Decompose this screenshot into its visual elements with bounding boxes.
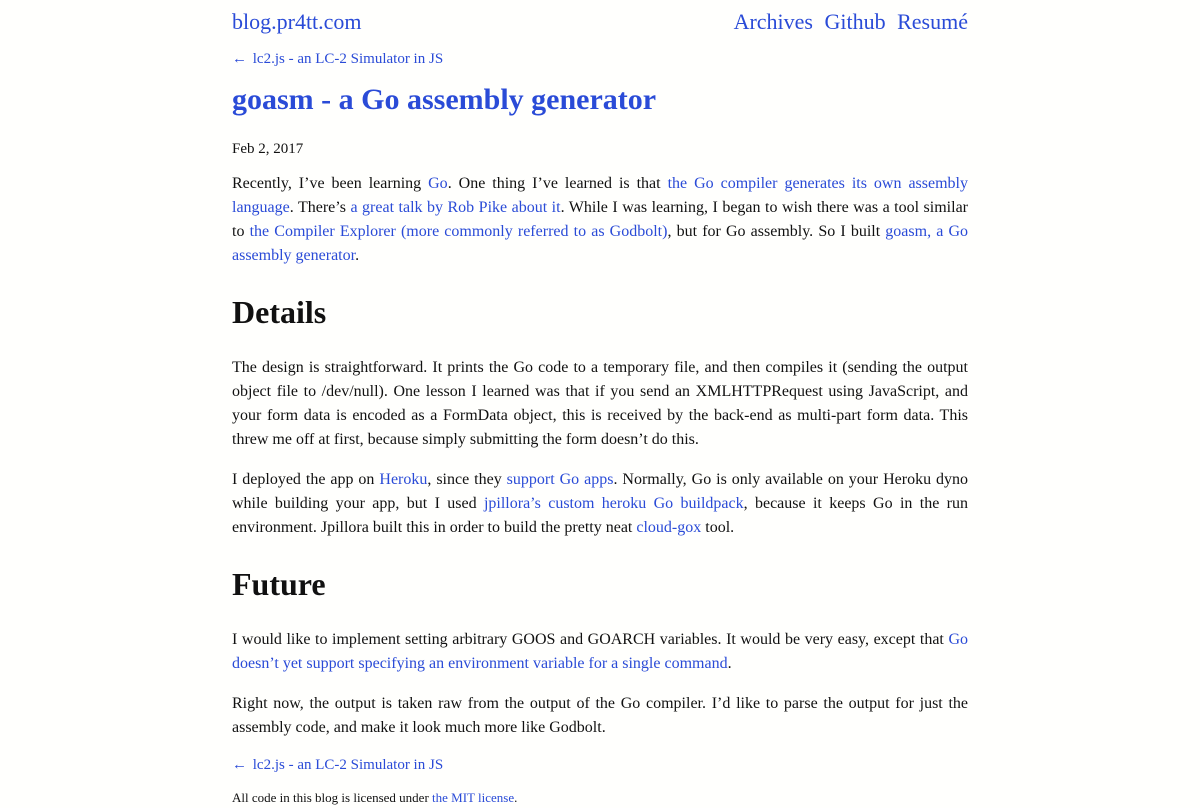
deploy-text-1: I deployed the app on [232,471,380,488]
cloud-gox-link[interactable]: cloud-gox [636,519,702,536]
goos-text-1: I would like to implement setting arbitrary GOOS and GOARCH variables. It would be very easy, except that [232,631,949,648]
goasm-link[interactable]: goasm, a Go assembly generator [232,223,969,264]
deploy-paragraph [232,468,968,540]
go-compiler-assembly-link[interactable]: the Go compiler generates its own assembly language [232,175,969,216]
site-nav [728,0,968,44]
page-container [232,0,968,808]
deploy-text-2: , since they [427,471,507,488]
go-link[interactable]: Go [428,175,448,192]
site-header [232,0,968,44]
intro-text-4: . While I was learning, I began to wish there was a tool similar to [232,199,968,240]
intro-text-6: . [355,247,360,264]
intro-text-5: , but for Go assembly. So I built [667,223,886,240]
details-heading: Details [232,294,327,330]
left-arrow-icon: ← [232,51,247,67]
heroku-link[interactable]: Heroku [379,471,428,488]
previous-post-label: lc2.js - an LC-2 Simulator in JS [252,757,444,773]
now-paragraph: Right now, the output is taken raw from the output of the Go compiler. I’d like to parse the output for just the assembly code, and make it look much more like Godbolt. [232,695,968,736]
goos-text-2: . [727,655,732,672]
previous-post-label: lc2.js - an LC-2 Simulator in JS [252,51,444,67]
previous-post-link-bottom[interactable] [232,754,968,776]
design-paragraph: The design is straightforward. It prints the Go code to a temporary file, and then compiles it (sending the output object file to /dev/null). One lesson I learned was that if you send an XMLHTTPRequest using JavaScript, and your form data is encoded as a FormData object, this is received by the back-end as multi-part form data. This threw me off at first, because simply submitting the form doesn’t do this. [232,359,968,448]
license-footer [232,788,968,808]
go-env-issue-link[interactable]: Go doesn’t yet support specifying an environment variable for a single command [232,631,968,672]
nav-resume-link[interactable]: Resumé [897,9,968,34]
previous-post-link-top[interactable] [232,48,968,70]
intro-paragraph [232,172,968,268]
compiler-explorer-link[interactable]: the Compiler Explorer (more commonly referred to as Godbolt) [249,223,668,240]
intro-text-1: Recently, I’ve been learning [232,175,429,192]
support-go-apps-link[interactable]: support Go apps [506,471,614,488]
rob-pike-talk-link[interactable]: a great talk by Rob Pike about it [350,199,561,216]
intro-text-2: . One thing I’ve learned is that [447,175,668,192]
goos-paragraph [232,628,968,676]
post-date: Feb 2, 2017 [232,141,304,157]
buildpack-link[interactable]: jpillora’s custom heroku Go buildpack [483,495,744,512]
left-arrow-icon: ← [232,757,247,773]
site-title-link[interactable]: blog.pr4tt.com [232,9,362,34]
mit-license-link[interactable]: the MIT license [432,790,515,805]
nav-github-link[interactable]: Github [824,9,886,34]
post-title: goasm - a Go assembly generator [232,83,657,116]
footer-text-2: . [514,790,518,805]
nav-archives-link[interactable]: Archives [733,9,813,34]
future-heading: Future [232,566,326,602]
deploy-text-5: tool. [701,519,735,536]
deploy-text-4: , because it keeps Go in the run environment. Jpillora built this in order to build the pretty neat [232,495,968,536]
footer-text-1: All code in this blog is licensed under [232,790,433,805]
deploy-text-3: . Normally, Go is only available on your Heroku dyno while building your app, but I used [232,471,969,512]
intro-text-3: . There’s [289,199,351,216]
